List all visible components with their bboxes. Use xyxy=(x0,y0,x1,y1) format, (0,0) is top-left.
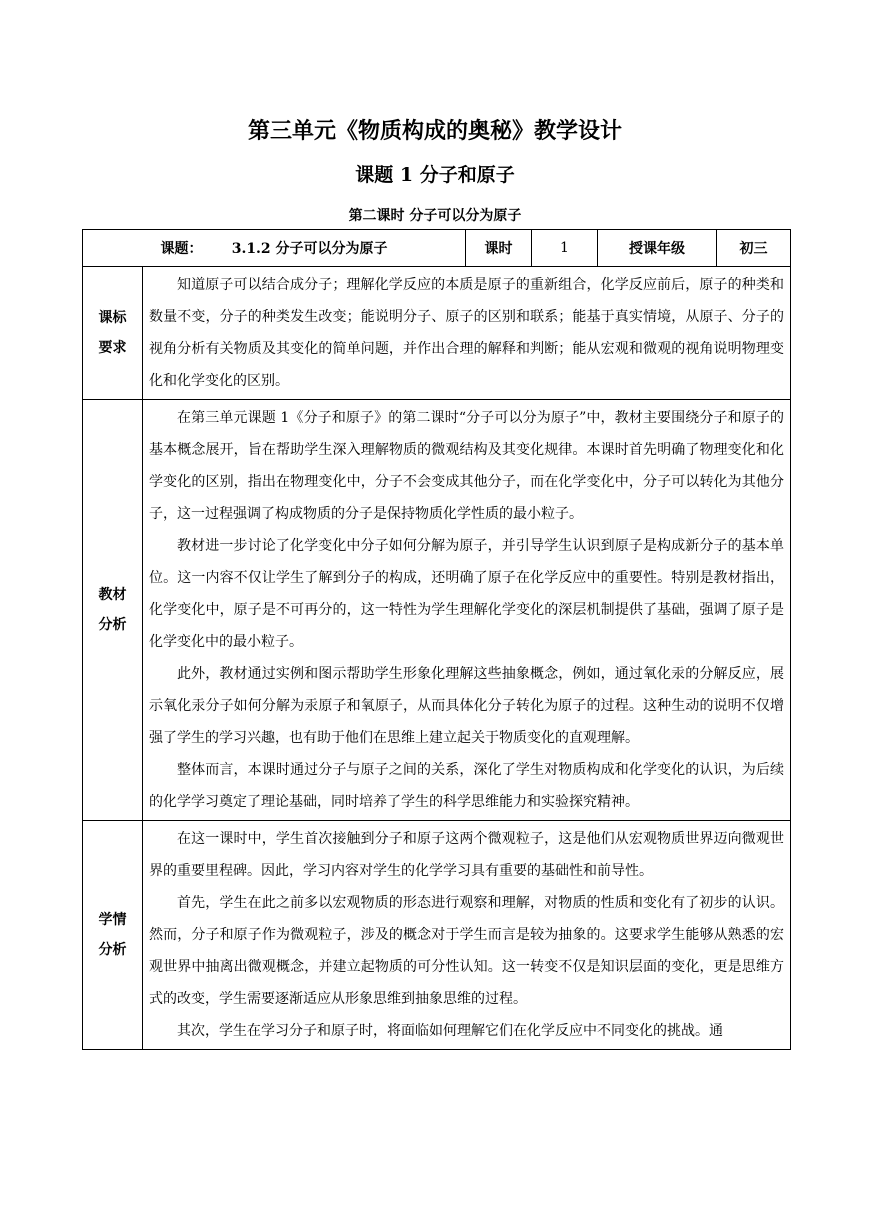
topic-label: 课题： xyxy=(160,241,203,257)
lesson-plan-table xyxy=(82,229,791,1050)
section-label-textbook: 教材 分析 xyxy=(83,400,143,821)
class-period-title: 第二课时 分子可以分为原子 xyxy=(348,208,522,224)
period-value: 1 xyxy=(532,230,598,267)
period-label: 课时 xyxy=(466,230,532,267)
paragraph: 教材进一步讨论了化学变化中分子如何分解为原子，并引导学生认识到原子是构成新分子的基本单位。这一内容不仅让学生了解到分子的构成，还明确了原子在化学反应中的重要性。特别是教材指出，化学变化中，原子是不可再分的，这一特性为学生理解化学变化的深层机制提供了基础，强调了原子是化学变化中的最小粒子。 xyxy=(149,538,785,650)
topic-cell xyxy=(83,230,466,267)
section-row-curriculum xyxy=(83,267,791,400)
section-row-textbook xyxy=(83,400,791,821)
paragraph: 整体而言，本课时通过分子与原子之间的关系，深化了学生对物质构成和化学变化的认识，为后续的化学学习奠定了理论基础，同时培养了学生的科学思维能力和实验探究精神。 xyxy=(149,762,785,810)
section-content-learner xyxy=(143,821,791,1050)
section-label-curriculum: 课标 要求 xyxy=(83,267,143,400)
paragraph: 此外，教材通过实例和图示帮助学生形象化理解这些抽象概念，例如，通过氧化汞的分解反应，展示氧化汞分子如何分解为汞原子和氧原子，从而具体化分子转化为原子的过程。这种生动的说明不仅增强了学生的学习兴趣，也有助于他们在思维上建立起关于物质变化的直观理解。 xyxy=(149,666,785,746)
section-content-textbook xyxy=(143,400,791,821)
grade-value: 初三 xyxy=(717,230,791,267)
section-label-learner: 学情 分析 xyxy=(83,821,143,1050)
table-header-row xyxy=(83,230,791,267)
document-title: 第三单元《物质构成的奥秘》教学设计 xyxy=(247,118,622,144)
paragraph: 首先，学生在此之前多以宏观物质的形态进行观察和理解，对物质的性质和变化有了初步的认识。然而，分子和原子作为微观粒子，涉及的概念对于学生而言是较为抽象的。这要求学生能够从熟悉的宏观世界中抽离出微观概念，并建立起物质的可分性认知。这一转变不仅是知识层面的变化，更是思维方式的改变，学生需要逐渐适应从形象思维到抽象思维的过程。 xyxy=(149,895,785,1007)
section-content-curriculum xyxy=(143,267,791,400)
paragraph: 知道原子可以结合成分子；理解化学反应的本质是原子的重新组合，化学反应前后，原子的种类和数量不变，分子的种类发生改变；能说明分子、原子的区别和联系；能基于真实情境，从原子、分子的视角分析有关物质及其变化的简单问题，并作出合理的解释和判断；能从宏观和微观的视角说明物理变化和化学变化的区别。 xyxy=(149,277,785,389)
paragraph: 其次，学生在学习分子和原子时，将面临如何理解它们在化学反应中不同变化的挑战。通 xyxy=(177,1023,723,1039)
section-row-learner xyxy=(83,821,791,1050)
paragraph: 在这一课时中，学生首次接触到分子和原子这两个微观粒子，这是他们从宏观物质世界迈向微观世界的重要里程碑。因此，学习内容对学生的化学学习具有重要的基础性和前导性。 xyxy=(149,831,785,879)
topic-value: 3.1.2 分子可以分为原子 xyxy=(231,241,388,257)
grade-label: 授课年级 xyxy=(598,230,717,267)
paragraph: 在第三单元课题 1《分子和原子》的第二课时“分子可以分为原子”中，教材主要围绕分子和原子的基本概念展开，旨在帮助学生深入理解物质的微观结构及其变化规律。本课时首先明确了物理变化和化学变化的区别，指出在物理变化中，分子不会变成其他分子，而在化学变化中，分子可以转化为其他分子，这一过程强调了构成物质的分子是保持物质化学性质的最小粒子。 xyxy=(149,410,785,522)
lesson-topic-title: 课题 1 分子和原子 xyxy=(355,164,515,186)
